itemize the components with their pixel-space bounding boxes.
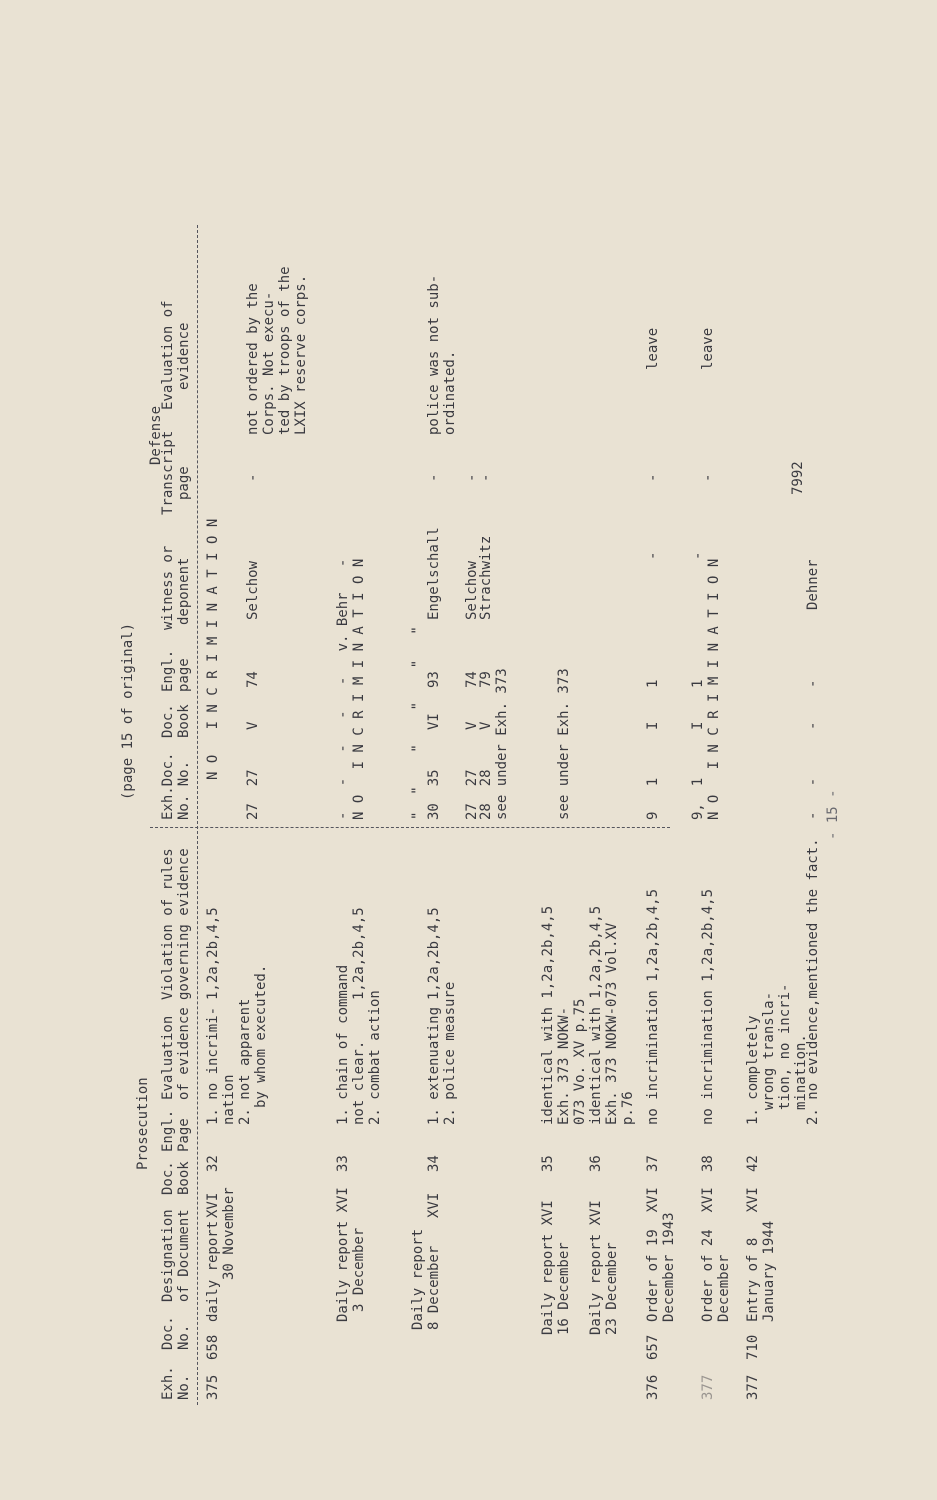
col-book-l1: Doc. [160,1161,176,1195]
row3-d-page-2b: 79 [478,671,494,688]
row1-d-book: V [245,721,261,730]
row2-d-dashes: - - - - - v. Behr - [335,558,351,820]
row8-designation-2: January 1944 [761,1220,777,1322]
col-violation-l2: governing evidence [176,848,192,1000]
row2-designation-2: 3 December [351,1227,367,1312]
row1-d-witness: Selchow [245,560,261,620]
row1-eval-1: 1. no incrimi- [205,1006,221,1125]
row2-violation: 1,2a,2b,4,5 [351,907,367,1000]
row3-d-witness: Engelschall [426,527,442,620]
row1-violation: 1,2a,2b,4,5 [205,907,221,1000]
col-doc-l2: No. [176,1324,192,1350]
row4-d-see: see under Exh. 373 [556,668,572,820]
col-dexhdoc-l1: Exh.Doc. [160,752,176,820]
col-deval-l1: Evaluation of [160,300,176,410]
row6-designation-2: December 1943 [661,1212,677,1322]
row1-doc: 658 [205,1334,221,1360]
row4-designation-1: Daily report XVI [540,1200,556,1335]
row3-d-exhdoc-2a: 27 27 [464,769,480,820]
row7-d-eval: leave [700,327,716,370]
row2-eval-2: not clear. [351,1040,367,1125]
row3-d-exhdoc: 30 35 [426,769,442,820]
row3-eval-1: 1. extenuating [426,1006,442,1125]
row3-designation-2: 8 December [426,1245,442,1330]
col-dbook-l2: Book [176,704,192,738]
row3-designation-1: Daily report [410,1228,426,1330]
row3-d-transcript-2a: - [464,473,480,482]
page-number: - 15 - [825,789,841,840]
row7-designation-2: December [716,1254,732,1322]
row6-d-exhdoc: 9 1 [645,777,661,820]
row8-d-book: - [805,721,821,730]
col-doc-l1: Doc. [160,1316,176,1350]
row3-d-book-2b: V [478,721,494,730]
row3-book: XVI [426,1192,442,1218]
row3-violation: 1,2a,2b,4,5 [426,907,442,1000]
row1-d-transcript: - [245,473,261,482]
row6-page: 37 [645,1155,661,1172]
row5-page: 36 [588,1155,604,1172]
col-dpage-l2: page [176,658,192,692]
row4-eval-2: Exh. 373 NOKW- [556,1006,572,1125]
header-prosecution: Prosecution [135,1077,151,1170]
row4-eval-3: 073 Vo. XV p.75 [572,998,588,1125]
col-witness-l2: deponent [176,557,192,625]
row7-page: 38 [700,1155,716,1172]
row7-d-page: 1 [690,679,706,688]
col-transcript-l2: page [176,466,192,500]
row1-defense-none: N O I N C R I M I N A T I O N [205,518,221,780]
row1-designation-1: daily report [205,1220,221,1322]
prosecution-defense-divider [150,827,670,828]
row7-exh: 377 [700,1374,716,1400]
row5-designation-1: Daily report XVI [588,1200,604,1335]
row8-eval-3: tion, no incri- [777,983,793,1110]
row3-d-witness-2a: Selchow [464,560,480,620]
col-dbook-l1: Doc. [160,704,176,738]
row6-exh: 376 [645,1374,661,1400]
header-defense: Defense [148,405,164,465]
row1-page: 32 [205,1155,221,1172]
row1-d-eval-3: ted by troops of the [277,266,293,435]
row1-d-exhdoc: 27 27 [245,769,261,820]
row3-d-eval-2: ordinated. [442,350,458,435]
row4-page: 35 [540,1155,556,1172]
col-book-l2: Book [176,1161,192,1195]
col-evaluation-l2: of evidence [176,1007,192,1100]
row1-eval-2: nation [221,1074,237,1125]
row1-book: XVI [205,1192,221,1218]
row2-defense-none: N O I N C R I M I N A T I O N [351,558,367,820]
row8-eval-2: wrong transla- [761,991,777,1110]
row8-page: 42 [745,1155,761,1172]
page-note: (page 15 of original) [120,622,136,800]
row3-page: 34 [426,1155,442,1172]
row7-d-exhdoc: 9, 1 [690,777,706,820]
row2-designation-1: Daily report XVI [335,1187,351,1322]
row8-exh: 377 [745,1374,761,1400]
row3-d-book: VI [426,713,442,730]
row3-d-page-2a: 74 [464,671,480,688]
col-deval-l2: evidence [176,322,192,390]
row6-d-page: 1 [645,679,661,688]
header-rule [197,225,198,1405]
row3-d-exhdoc-2b: 28 28 [478,769,494,820]
row8-d-witness: Dehner [805,559,821,610]
col-violation-l1: Violation of rules [160,848,176,1000]
row5-eval-3: p.76 [620,1091,636,1125]
row1-designation-2: 30 November [221,1187,237,1280]
row2-eval-1: 1. chain of command [335,964,351,1125]
row1-d-page: 74 [245,671,261,688]
row5-eval-1: identical with 1,2a,2b,4,5 [588,905,604,1125]
row6-d-transcript: - [645,473,661,482]
row3-eval-2: 2. police measure [442,981,458,1125]
row1-exh: 375 [205,1374,221,1400]
col-exh-l1: Exh. [160,1366,176,1400]
row8-eval-5: 2. no evidence,mentioned the fact. [805,838,821,1125]
col-evaluation-l1: Evaluation [160,1015,176,1100]
row6-eval-1: no incrimination 1,2a,2b,4,5 [645,888,661,1125]
col-dpage-l1: Engl. [160,649,176,692]
row3-d-transcript-2b: - [478,473,494,482]
row7-eval-1: no incrimination 1,2a,2b,4,5 [700,888,716,1125]
row4-eval-1: identical with 1,2a,2b,4,5 [540,905,556,1125]
row1-d-eval-1: not ordered by the [245,283,261,435]
row1-d-eval-2: Corps. Not execu- [261,291,277,435]
row1-eval-4: by whom executed. [253,964,269,1108]
col-witness-l1: witness or [160,545,176,630]
row2-page: 33 [335,1155,351,1172]
col-transcript-l1: Transcript [160,430,176,515]
col-designation-l2: of Document [176,1209,192,1302]
row5-eval-2: Exh. 373 NOKW-073 Vol.XV [604,922,620,1125]
row7-d-book: I [690,721,706,730]
col-exh-l2: No. [176,1374,192,1400]
row7-defense-none: N O I N C R I M I N A T I O N [706,558,722,820]
row3-d-witness-2b: Strachwitz [478,535,494,620]
row8-eval-4: mination. [793,1034,809,1110]
row6-d-eval: leave [645,327,661,370]
row3-d-transcript: - [426,473,442,482]
row3-d-see: see under Exh. 373 [494,668,510,820]
row7-d-witness: - [690,551,706,560]
row3-d-eval-1: police was not sub- [426,274,442,435]
row8-d-transcript: 7992 [790,461,806,495]
row6-designation-1: Order of 19 XVI [645,1187,661,1322]
row2-eval-3: 2. combat action [367,990,383,1125]
row1-d-eval-4: LXIX reserve corps. [293,274,309,435]
col-page-l2: Page [176,1118,192,1152]
row6-d-witness: - [645,551,661,560]
row6-doc: 657 [645,1334,661,1360]
row1-eval-3: 2. not apparent [237,998,253,1125]
row3-d-book-2a: V [464,721,480,730]
row8-d-exhdoc: - - [805,777,821,820]
row8-eval-1: 1. completely [745,1015,761,1125]
row8-designation-1: Entry of 8 XVI [745,1187,761,1322]
col-dexhdoc-l2: No. No. [176,760,192,820]
row8-d-page: - [805,679,821,688]
row7-designation-1: Order of 24 XVI [700,1187,716,1322]
row6-d-book: I [645,721,661,730]
col-page-l1: Engl. [160,1109,176,1152]
row3-d-ditto: " " " " " " [410,626,426,820]
row3-d-page: 93 [426,671,442,688]
row4-designation-2: 16 December [556,1242,572,1335]
row8-doc: 710 [745,1334,761,1360]
row7-d-transcript: - [700,473,716,482]
row5-designation-2: 23 December [604,1242,620,1335]
col-designation-l1: Designation [160,1209,176,1302]
